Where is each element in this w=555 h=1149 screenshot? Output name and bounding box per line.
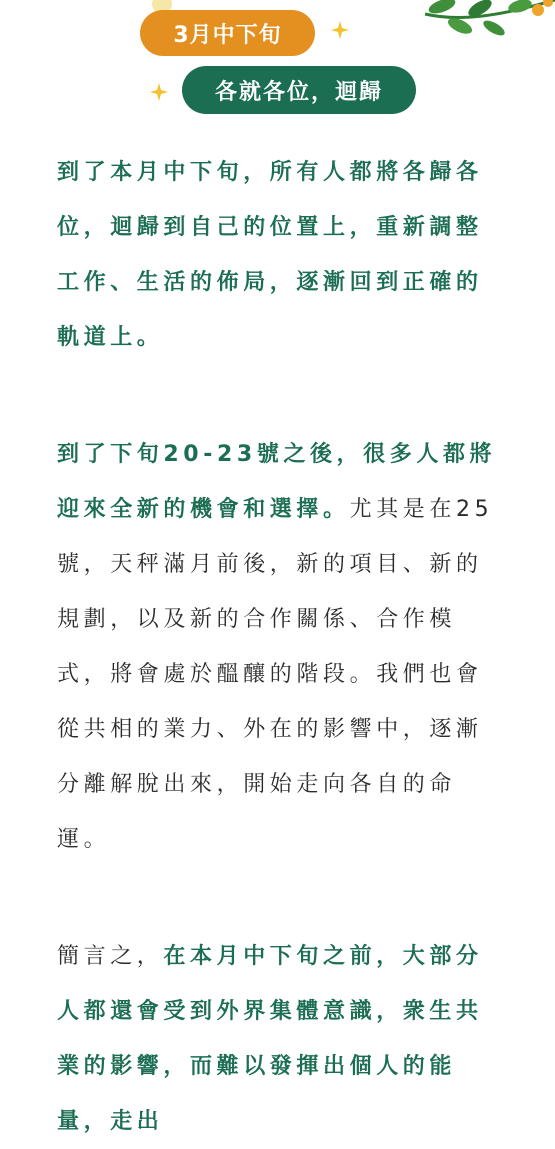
paragraph-2 [57,427,502,867]
date-badge: 3月中下旬 [140,10,315,56]
paragraph-3-lead: 簡言之， [57,944,164,969]
paragraph-3-highlight: 在本月中下旬之前，大部分人都還會受到外界集體意識，衆生共業的影響，而難以發揮出個人的能量，走出 [57,944,483,1134]
paragraph-3 [57,929,502,1149]
article-body [57,145,502,1149]
paragraph-1: 到了本月中下旬，所有人都將各歸各位，迴歸到自己的位置上，重新調整工作、生活的佈局，逐漸回到正確的軌道上。 [57,160,483,350]
theme-badge: 各就各位，迴歸 [182,66,416,114]
leaf-branch-icon [420,0,555,44]
paragraph-2-text: 尤其是在25號，天秤滿月前後，新的項目、新的規劃，以及新的合作關係、合作模式，將會處於醞釀的階段。我們也會從共相的業力、外在的影響中，逐漸分離解脫出來，開始走向各自的命運。 [57,497,494,852]
sparkle-icon [330,20,350,40]
sparkle-icon [149,82,169,102]
paragraph-2-highlight: 到了下旬20-23號之後，很多人都將迎來全新的機會和選擇。 [57,442,497,522]
